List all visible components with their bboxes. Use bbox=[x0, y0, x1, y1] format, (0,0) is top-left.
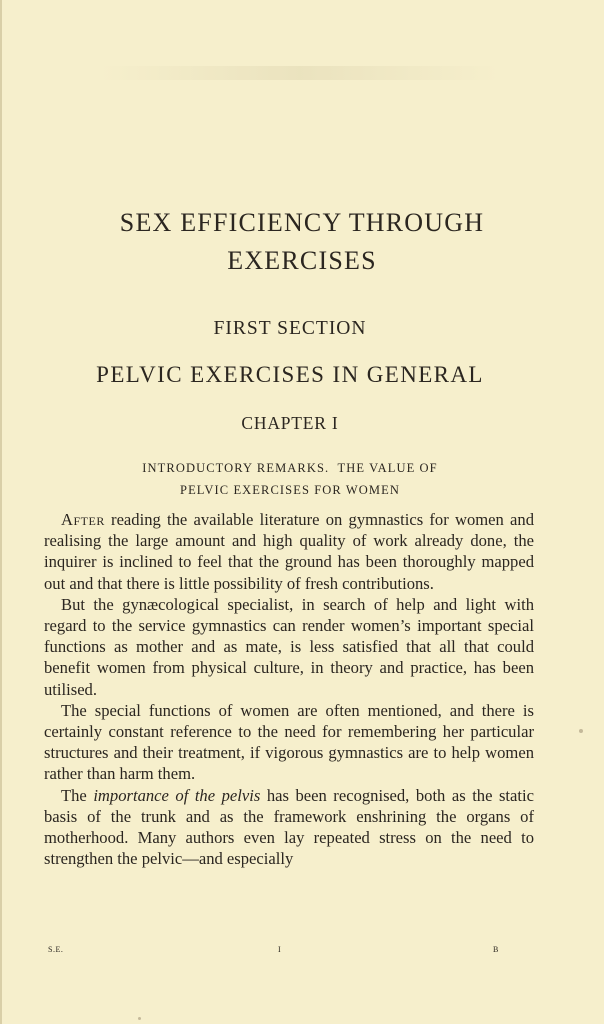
paragraph-lead: The bbox=[61, 785, 94, 805]
paragraph bbox=[44, 509, 534, 594]
signature-mark-right: B bbox=[493, 945, 499, 954]
page-edge bbox=[0, 0, 2, 1024]
book-title-line-1: SEX EFFICIENCY THROUGH bbox=[119, 208, 485, 237]
chapter-subtitle bbox=[0, 457, 580, 501]
paragraph: But the gynæcological specialist, in search of help and light with regard to the service gymnastics can render women’s important special functions as mother and as mate, is less satisfied that all that could benefit women from physical culture, in theory and practice, has been utilised. bbox=[44, 594, 534, 699]
paragraph bbox=[44, 785, 534, 870]
signature-mark-center: I bbox=[278, 945, 282, 954]
paper-speck bbox=[579, 729, 583, 733]
bleed-through-text bbox=[100, 66, 500, 80]
paragraph-text: reading the available literature on gymnastics for women and realising the large amount and high quality of work already done, the inquirer is inclined to feel that the ground has been thoroughly mapped out and that there is little possibility of fresh contributions. bbox=[44, 510, 534, 593]
paper-speck bbox=[138, 1017, 141, 1020]
section-title: PELVIC EXERCISES IN GENERAL bbox=[96, 362, 484, 387]
paragraph-emphasis: importance of the pelvis bbox=[93, 785, 261, 805]
paragraph: The special functions of women are often mentioned, and there is certainly constant reference to the need for remembering her particular structures and their treatment, if vigorous gymnastics are to help women rather than harm them. bbox=[44, 700, 534, 784]
page-footer bbox=[48, 945, 499, 959]
paragraph-lead: After bbox=[61, 510, 105, 529]
book-title-line-2: EXERCISES bbox=[227, 246, 377, 275]
book-title bbox=[0, 204, 604, 280]
paragraph-text: has been recognised, both as the static basis of the trunk and as the framework enshrining the organs of motherhood. Many authors even lay repeated stress on the need to strengthen the pelvic—and especially bbox=[44, 785, 534, 869]
chapter-heading: CHAPTER I bbox=[241, 413, 339, 433]
body-text bbox=[44, 509, 534, 869]
chapter-subtitle-line-1: INTRODUCTORY REMARKS. THE VALUE OF bbox=[142, 461, 438, 475]
signature-mark-left: S.E. bbox=[48, 945, 64, 954]
section-label: FIRST SECTION bbox=[213, 318, 367, 339]
chapter-subtitle-line-2: PELVIC EXERCISES FOR WOMEN bbox=[180, 483, 400, 497]
